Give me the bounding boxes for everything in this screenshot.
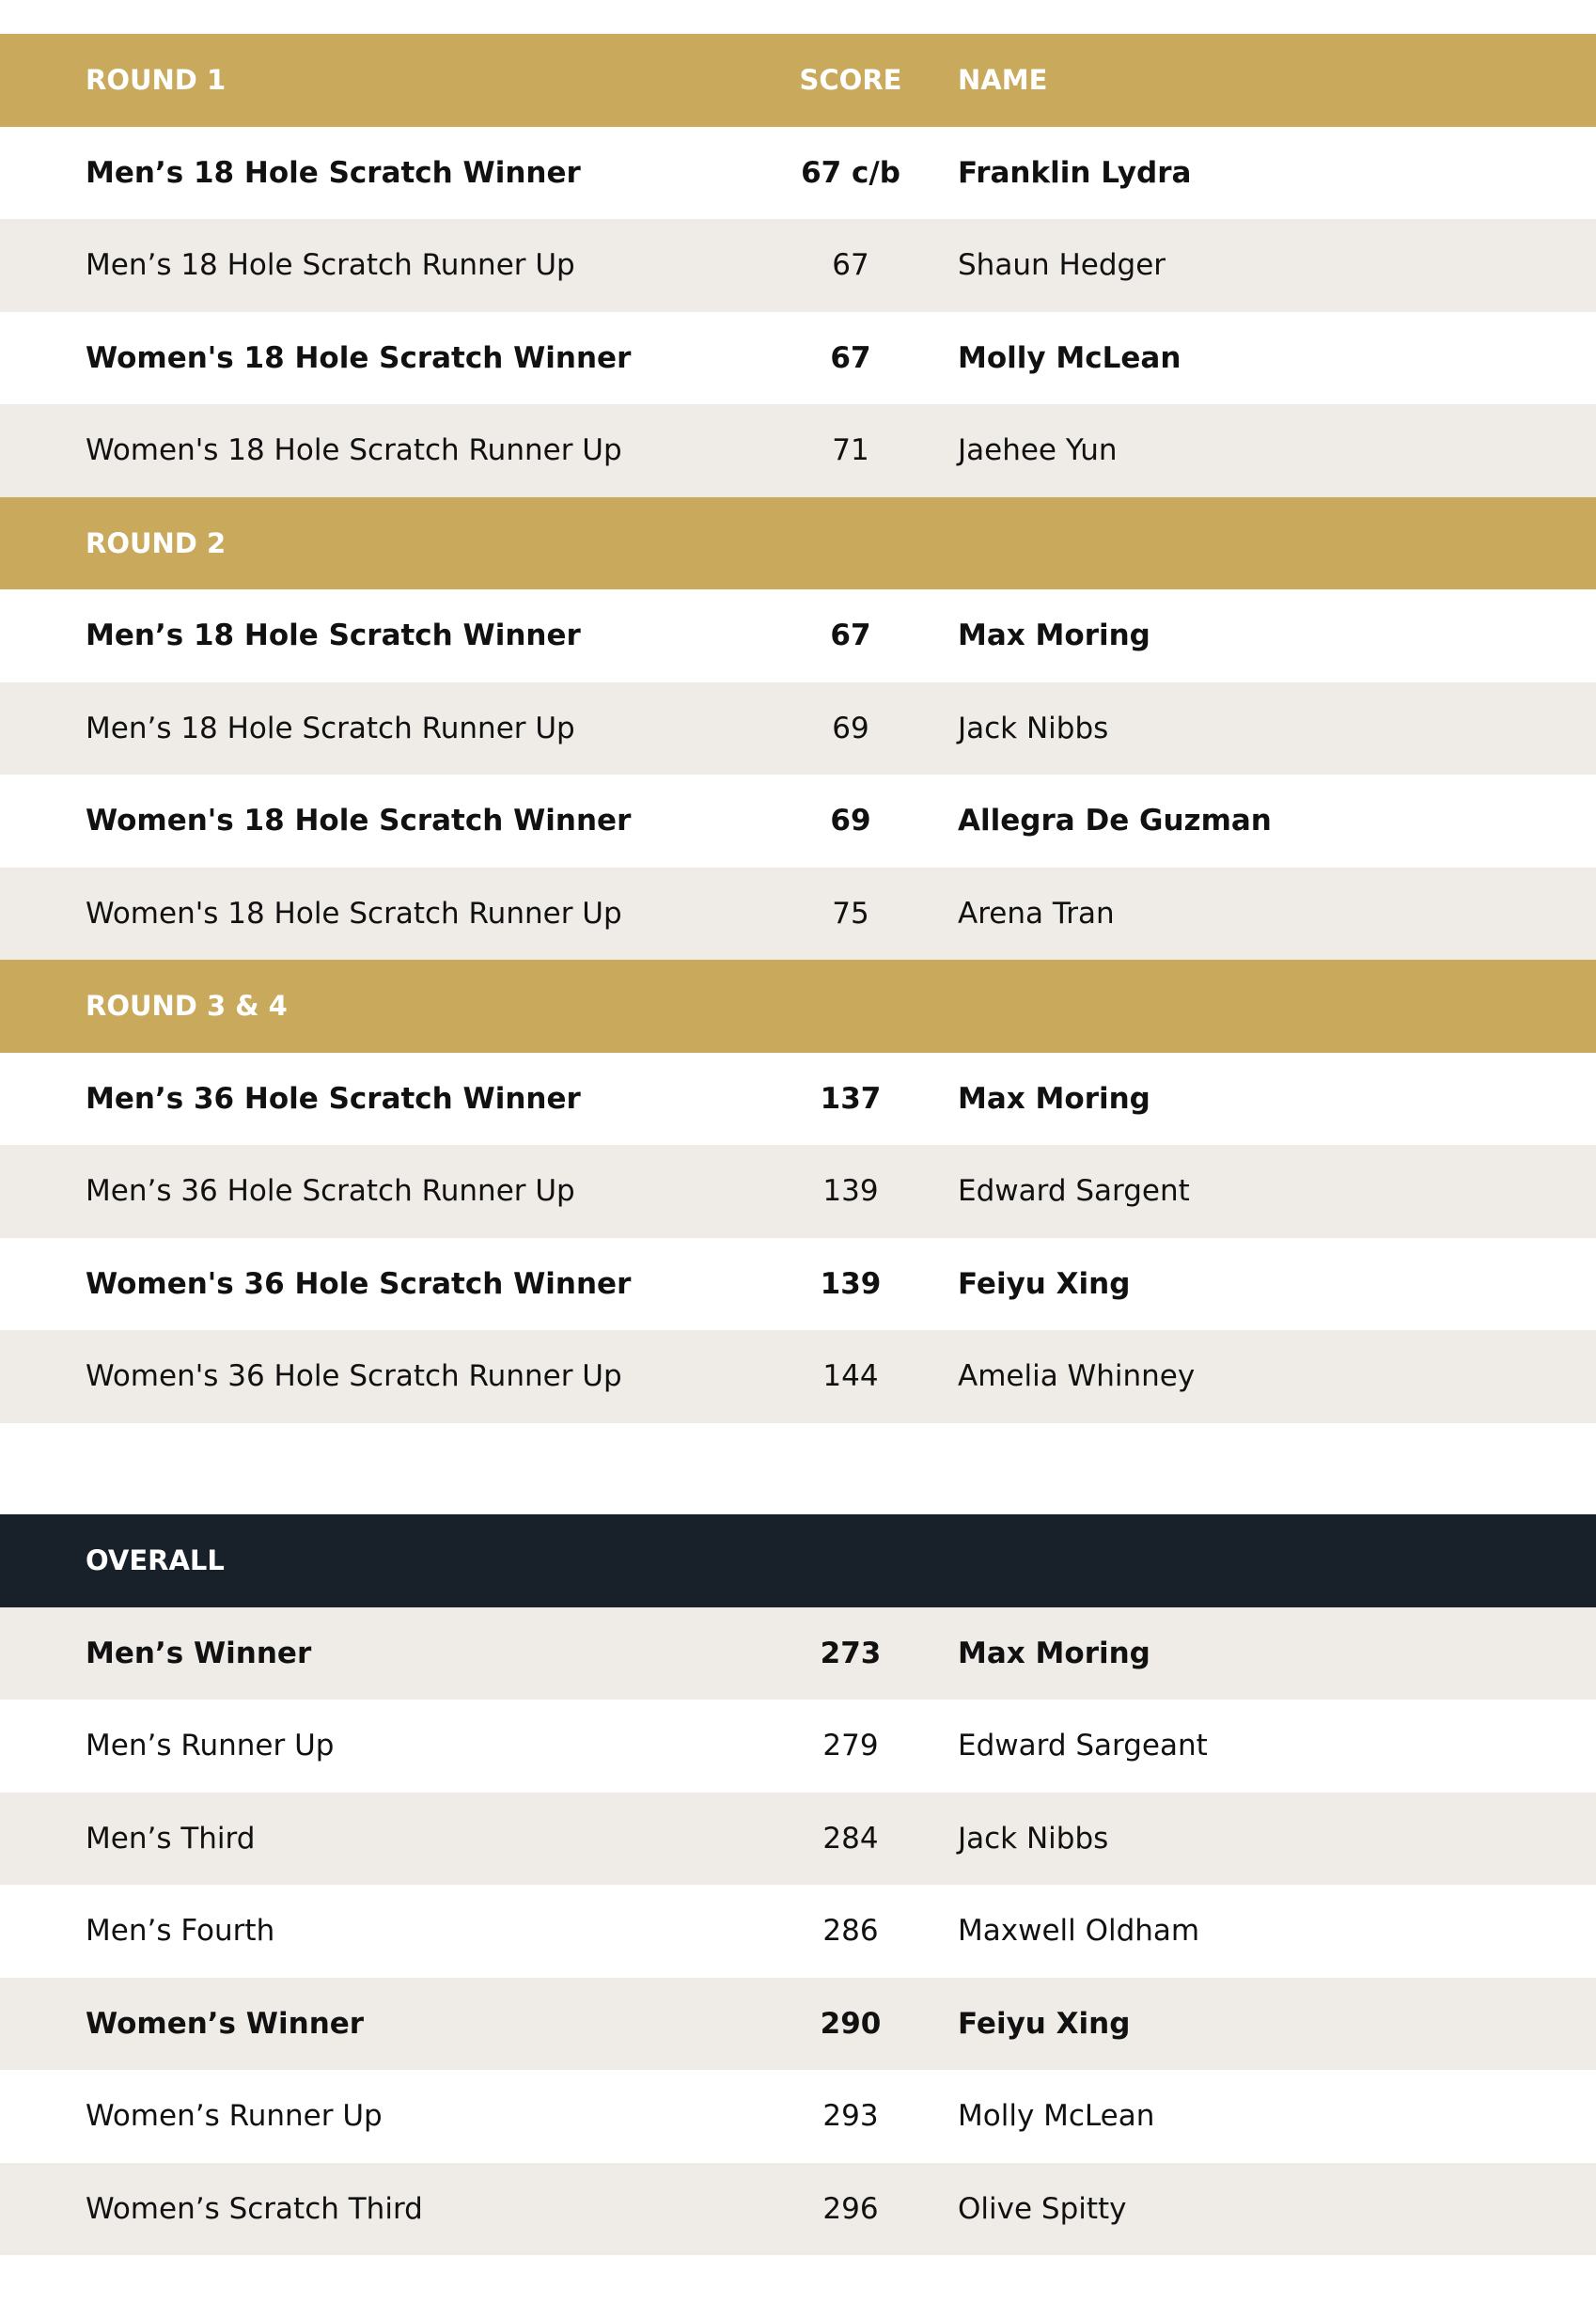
result-row	[0, 682, 1596, 776]
result-row-name: Arena Tran	[958, 896, 1115, 931]
result-row-event: Men’s 18 Hole Scratch Runner Up	[86, 711, 575, 745]
result-row-score: 67	[830, 340, 871, 375]
result-row-score: 67	[832, 248, 869, 283]
section-header-event: ROUND 1	[86, 64, 227, 97]
overall-row-event: Women’s Runner Up	[86, 2099, 383, 2134]
overall-row	[0, 2163, 1596, 2256]
overall-row-event: Men’s Fourth	[86, 1914, 275, 1949]
overall-row-name: Feiyu Xing	[958, 2006, 1131, 2041]
overall-row	[0, 1978, 1596, 2071]
overall-row-score: 290	[820, 2006, 882, 2041]
result-row-score: 144	[822, 1359, 879, 1394]
result-row-name: Allegra De Guzman	[958, 804, 1272, 838]
section-header-name: NAME	[958, 64, 1048, 97]
result-row-name: Franklin Lydra	[958, 155, 1192, 190]
overall-row	[0, 1793, 1596, 1886]
result-row-score: 67	[830, 619, 871, 653]
result-row-score: 139	[820, 1266, 882, 1301]
result-row-name: Max Moring	[958, 619, 1150, 653]
result-row	[0, 589, 1596, 682]
overall-row-score: 296	[822, 2191, 879, 2226]
result-row-event: Women's 36 Hole Scratch Winner	[86, 1266, 632, 1301]
overall-row-event: Men’s Winner	[86, 1636, 312, 1670]
result-row-score: 139	[822, 1174, 879, 1209]
section-header	[0, 34, 1596, 127]
section-header	[0, 960, 1596, 1053]
section-header-event: ROUND 2	[86, 526, 227, 559]
overall-row-event: Women’s Winner	[86, 2006, 365, 2041]
overall-row-event: Women’s Scratch Third	[86, 2191, 423, 2226]
result-row-score: 71	[832, 433, 869, 468]
section-header-event: ROUND 3 & 4	[86, 990, 288, 1023]
result-row-name: Max Moring	[958, 1081, 1150, 1116]
result-row	[0, 127, 1596, 220]
result-row	[0, 1330, 1596, 1423]
overall-row	[0, 1607, 1596, 1700]
overall-row-score: 279	[822, 1729, 879, 1763]
overall-row-name: Olive Spitty	[958, 2191, 1127, 2226]
result-row	[0, 868, 1596, 961]
overall-row	[0, 1700, 1596, 1793]
result-row	[0, 1053, 1596, 1146]
round-results-table	[0, 34, 1596, 1423]
overall-row-event: Men’s Third	[86, 1821, 256, 1856]
result-row	[0, 312, 1596, 405]
result-row-event: Men’s 18 Hole Scratch Winner	[86, 155, 581, 190]
result-row-name: Amelia Whinney	[958, 1359, 1196, 1394]
result-row-event: Women's 18 Hole Scratch Winner	[86, 340, 632, 375]
overall-row-score: 284	[822, 1821, 879, 1856]
result-row-event: Women's 36 Hole Scratch Runner Up	[86, 1359, 622, 1394]
result-row-name: Jaehee Yun	[958, 433, 1118, 468]
result-row-score: 69	[830, 804, 871, 838]
result-row-event: Women's 18 Hole Scratch Winner	[86, 804, 632, 838]
overall-row-event: Men’s Runner Up	[86, 1729, 335, 1763]
result-row-name: Feiyu Xing	[958, 1266, 1131, 1301]
overall-row-name: Molly McLean	[958, 2099, 1155, 2134]
overall-row-score: 286	[822, 1914, 879, 1949]
result-row-event: Women's 18 Hole Scratch Runner Up	[86, 433, 622, 468]
overall-row-score: 273	[820, 1636, 882, 1670]
result-row	[0, 775, 1596, 868]
result-row-name: Edward Sargent	[958, 1174, 1190, 1209]
overall-row-name: Maxwell Oldham	[958, 1914, 1200, 1949]
result-row-name: Jack Nibbs	[958, 711, 1109, 745]
result-row-name: Shaun Hedger	[958, 248, 1166, 283]
result-row-score: 69	[832, 711, 869, 745]
overall-header	[0, 1514, 1596, 1607]
overall-row	[0, 1885, 1596, 1978]
overall-row-name: Jack Nibbs	[958, 1821, 1109, 1856]
result-row-score: 67 c/b	[801, 155, 900, 190]
result-row-event: Men’s 36 Hole Scratch Winner	[86, 1081, 581, 1116]
overall-row-name: Edward Sargeant	[958, 1729, 1208, 1763]
section-header	[0, 497, 1596, 590]
result-row-event: Men’s 18 Hole Scratch Winner	[86, 619, 581, 653]
section-header-score: SCORE	[799, 64, 902, 97]
result-row	[0, 219, 1596, 312]
result-row-score: 75	[832, 896, 869, 931]
overall-row-score: 293	[822, 2099, 879, 2134]
result-row-event: Men’s 18 Hole Scratch Runner Up	[86, 248, 575, 283]
result-row-event: Men’s 36 Hole Scratch Runner Up	[86, 1174, 575, 1209]
result-row-name: Molly McLean	[958, 340, 1181, 375]
result-row	[0, 404, 1596, 497]
overall-row-name: Max Moring	[958, 1636, 1150, 1670]
result-row	[0, 1145, 1596, 1238]
result-row	[0, 1238, 1596, 1331]
result-row-score: 137	[820, 1081, 882, 1116]
overall-header-event: OVERALL	[86, 1544, 225, 1577]
result-row-event: Women's 18 Hole Scratch Runner Up	[86, 896, 622, 931]
overall-results-table	[0, 1514, 1596, 2255]
overall-row	[0, 2070, 1596, 2163]
